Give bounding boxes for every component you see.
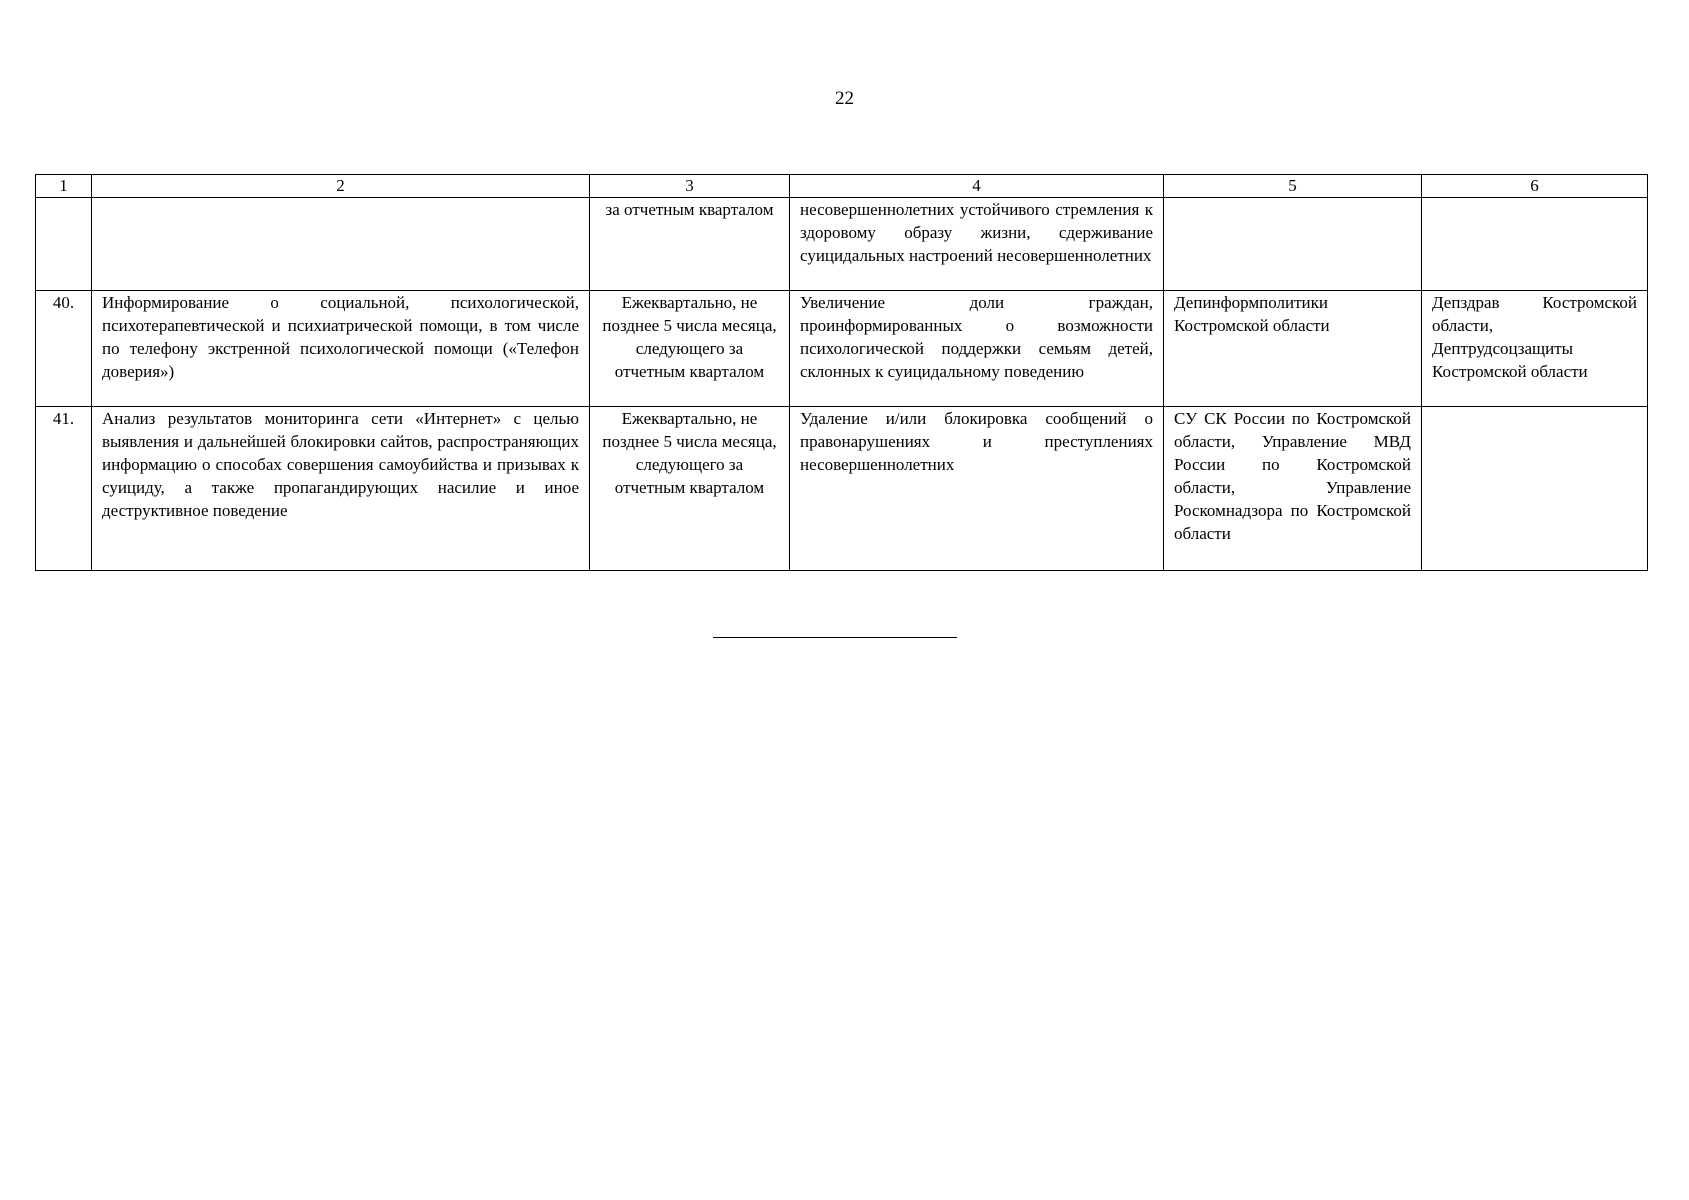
result-cell: Удаление и/или блокировка сообщений о правонарушениях и преступлениях несовершеннолетних xyxy=(790,407,1164,571)
column-header-2: 2 xyxy=(92,175,590,198)
measures-table xyxy=(35,174,1648,571)
column-header-5: 5 xyxy=(1164,175,1422,198)
coexecutors-cell xyxy=(1422,198,1648,291)
activity-cell: Анализ результатов мониторинга сети «Интернет» с целью выявления и дальнейшей блокировки сайтов, распространяющих информацию о способах совершения самоубийства и призывах к суициду, а также пропагандирующих насилие и иное деструктивное поведение xyxy=(92,407,590,571)
result-cell: Увеличение доли граждан, проинформированных о возможности психологической поддержки семьям детей, склонных к суицидальному поведению xyxy=(790,291,1164,407)
table-row xyxy=(36,291,1648,407)
activity-cell xyxy=(92,198,590,291)
column-header-4: 4 xyxy=(790,175,1164,198)
coexecutors-cell: Депздрав Костромской области, Дептрудсоцзащиты Костромской области xyxy=(1422,291,1648,407)
column-header-1: 1 xyxy=(36,175,92,198)
deadline-cell: Ежеквартально, не позднее 5 числа месяца, следующего за отчетным кварталом xyxy=(590,291,790,407)
page-number: 22 xyxy=(835,88,854,109)
column-header-3: 3 xyxy=(590,175,790,198)
closing-separator-line xyxy=(713,637,957,638)
responsible-cell: Депинформполитики Костромской области xyxy=(1164,291,1422,407)
result-cell: несовершеннолетних устойчивого стремления к здоровому образу жизни, сдерживание суицидальных настроений несовершеннолетних xyxy=(790,198,1164,291)
responsible-cell xyxy=(1164,198,1422,291)
table-row xyxy=(36,407,1648,571)
deadline-cell: Ежеквартально, не позднее 5 числа месяца, следующего за отчетным кварталом xyxy=(590,407,790,571)
deadline-cell: за отчетным кварталом xyxy=(590,198,790,291)
responsible-cell: СУ СК России по Костромской области, Управление МВД России по Костромской области, Управление Роскомнадзора по Костромской области xyxy=(1164,407,1422,571)
row-number-cell: 41. xyxy=(36,407,92,571)
table-header-row xyxy=(36,175,1648,198)
column-header-6: 6 xyxy=(1422,175,1648,198)
row-number-cell: 40. xyxy=(36,291,92,407)
table-row-continuation xyxy=(36,198,1648,291)
activity-cell: Информирование о социальной, психологической, психотерапевтической и психиатрической помощи, в том числе по телефону экстренной психологической помощи («Телефон доверия») xyxy=(92,291,590,407)
coexecutors-cell xyxy=(1422,407,1648,571)
row-number-cell xyxy=(36,198,92,291)
